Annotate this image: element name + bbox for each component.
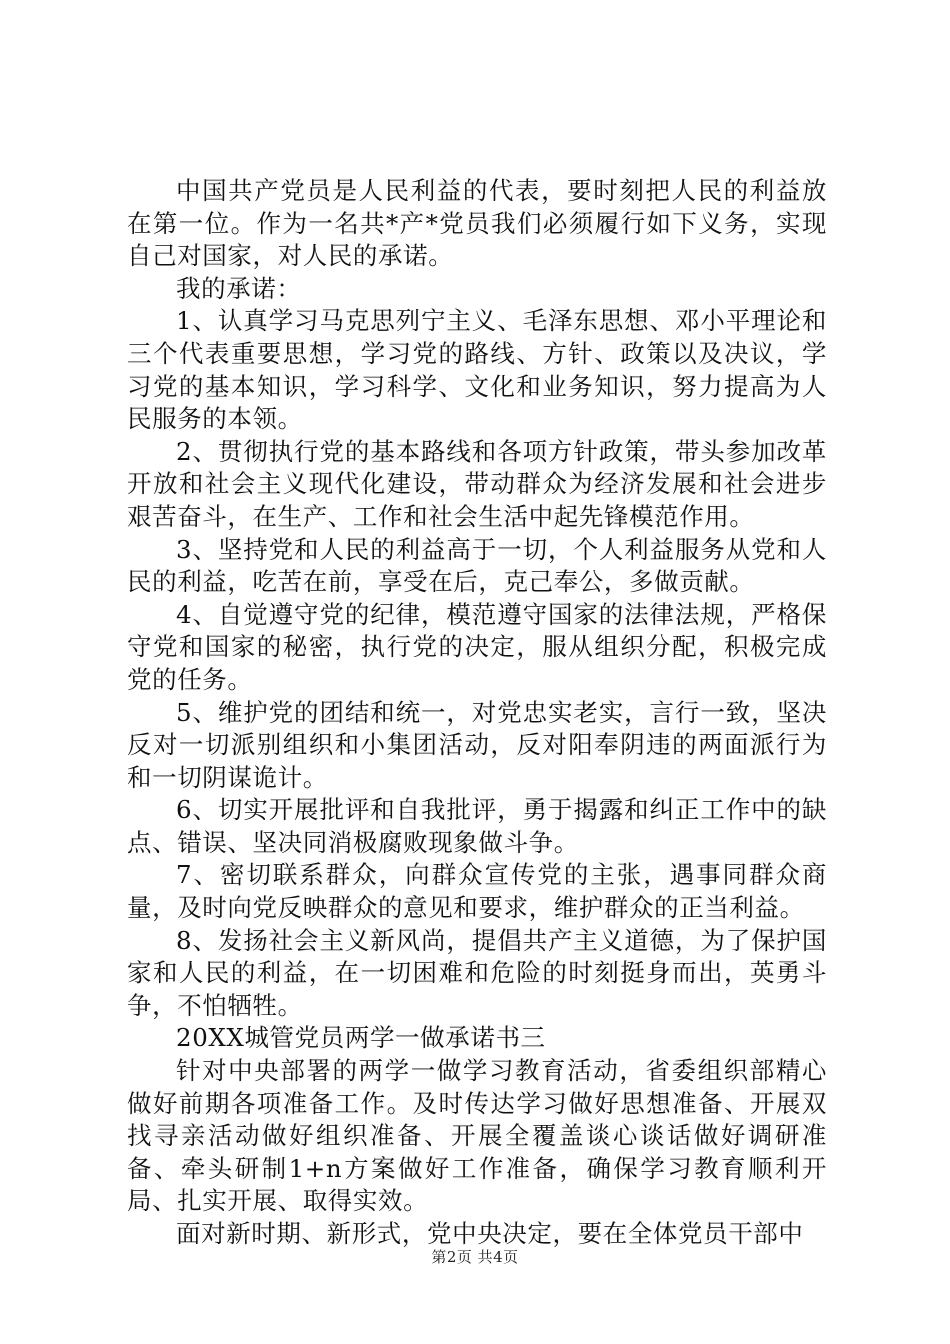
commitment-item-5: 5、维护党的团结和统一，对党忠实老实，言行一致，坚决反对一切派别组织和小集团活动，反对阳奉阴违的两面派行为和一切阴谋诡计。 bbox=[127, 697, 827, 792]
section-paragraph-2: 面对新时期、新形式，党中央决定，要在全体党员干部中 bbox=[176, 1219, 804, 1248]
section-paragraph-1: 针对中央部署的两学一做学习教育活动，省委组织部精心做好前期各项准备工作。及时传达学习做好思想准备、开展双找寻亲活动做好组织准备、开展全覆盖谈心谈话做好调研准备、牵头研制1+n方案做好工作准备，确保学习教育顺利开局、扎实开展、取得实效。 bbox=[127, 1056, 827, 1216]
page-number-footer: 第2页 共4页 bbox=[431, 1248, 519, 1266]
commitment-item-8: 8、发扬社会主义新风尚，提倡共产主义道德，为了保护国家和人民的利益，在一切困难和危险的时刻挺身而出，英勇斗争，不怕牺牲。 bbox=[127, 925, 827, 1020]
commitment-item-7: 7、密切联系群众，向群众宣传党的主张，遇事同群众商量，及时向党反映群众的意见和要求，维护群众的正当利益。 bbox=[127, 860, 827, 923]
commitment-item-1: 1、认真学习马克思列宁主义、毛泽东思想、邓小平理论和三个代表重要思想，学习党的路线、方针、政策以及决议，学习党的基本知识，学习科学、文化和业务知识，努力提高为人民服务的本领。 bbox=[127, 306, 827, 434]
document-body bbox=[127, 175, 827, 1251]
commitment-item-3: 3、坚持党和人民的利益高于一切，个人利益服务从党和人民的利益，吃苦在前，享受在后，克己奉公，多做贡献。 bbox=[127, 534, 827, 597]
commitment-item-6: 6、切实开展批评和自我批评，勇于揭露和纠正工作中的缺点、错误、坚决同消极腐败现象做斗争。 bbox=[127, 795, 827, 857]
intro-paragraph: 中国共产党员是人民利益的代表，要时刻把人民的利益放在第一位。作为一名共*产*党员我们必须履行如下义务，实现自己对国家，对人民的承诺。 bbox=[127, 176, 827, 271]
commitment-item-4: 4、自觉遵守党的纪律，模范遵守国家的法律法规，严格保守党和国家的秘密，执行党的决定，服从组织分配，积极完成党的任务。 bbox=[127, 599, 827, 694]
commitment-heading: 我的承诺： bbox=[176, 273, 302, 303]
section-title: 20XX城管党员两学一做承诺书三 bbox=[176, 1023, 546, 1053]
commitment-item-2: 2、贯彻执行党的基本路线和各项方针政策，带头参加改革开放和社会主义现代化建设，带动群众为经济发展和社会进步艰苦奋斗，在生产、工作和社会生活中起先锋模范作用。 bbox=[127, 436, 827, 531]
